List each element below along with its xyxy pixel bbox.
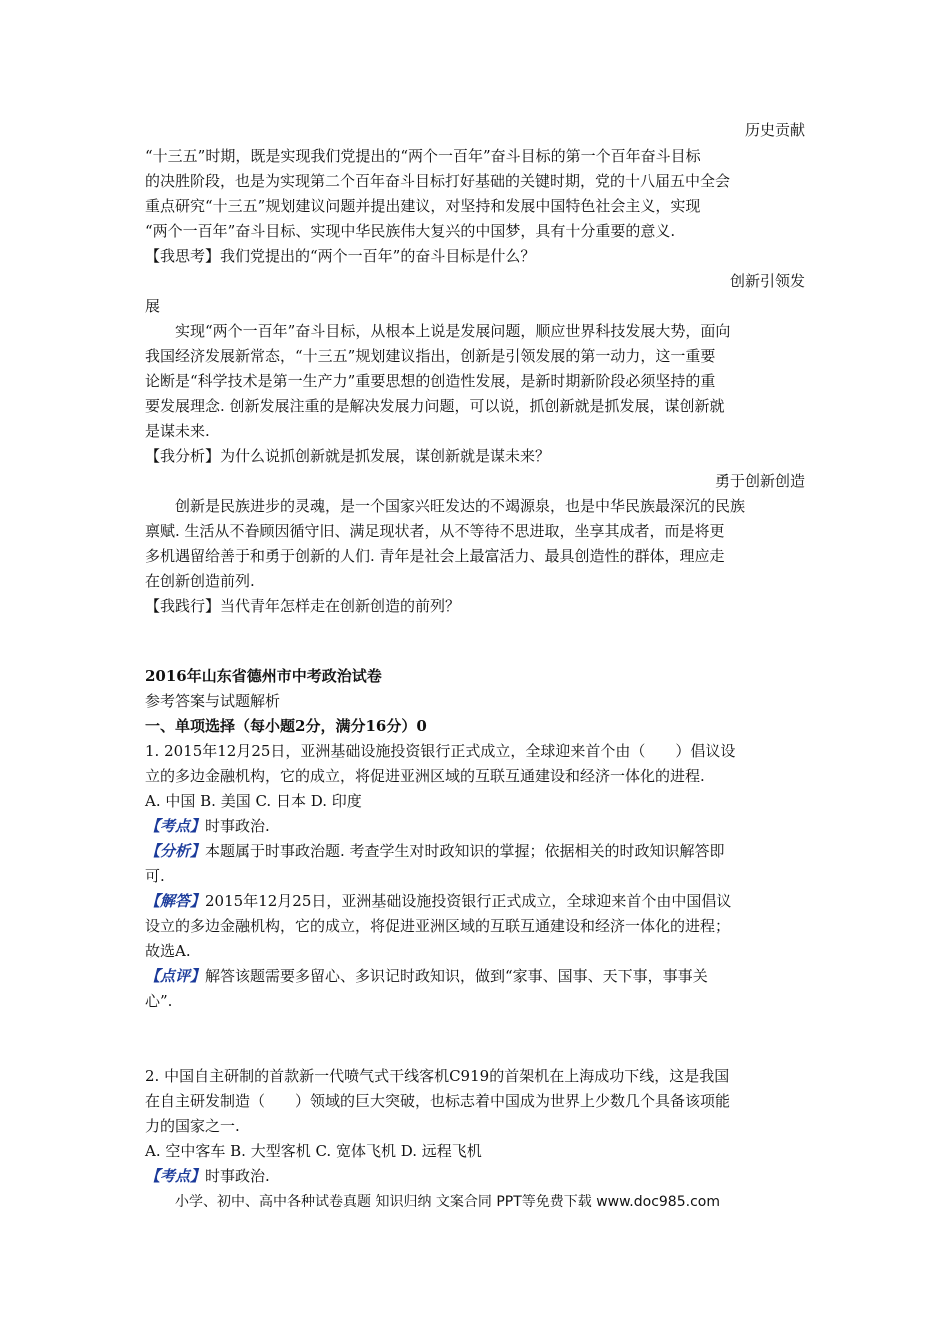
- question-1-line: 立的多边金融机构，它的成立，将促进亚洲区域的互联互通建设和经济一体化的进程.: [145, 767, 705, 785]
- q2-kaodian: [145, 1165, 270, 1187]
- question-practice: 【我践行】当代青年怎样走在创新创造的前列？: [145, 597, 461, 615]
- paragraph-line: 的决胜阶段，也是为实现第二个百年奋斗目标打好基础的关键时期，党的十八届五中全会: [145, 172, 731, 190]
- part-heading: 一、单项选择（每小题2分，满分16分）0: [145, 717, 427, 735]
- section-title-innovation-cont: 展: [145, 297, 161, 315]
- q1-kaodian: [145, 815, 270, 837]
- section-title-creation: 勇于创新创造: [714, 472, 805, 490]
- dianping-text: 解答该题需要多留心、多识记时政知识，做到“家事、国事、天下事，事事关: [205, 967, 708, 985]
- kaodian-text: 时事政治.: [205, 1167, 270, 1185]
- question-1-options: A. 中国 B. 美国 C. 日本 D. 印度: [145, 792, 362, 810]
- fenxi-text: 本题属于时事政治题. 考查学生对时政知识的掌握；依据相关的时政知识解答即: [205, 842, 725, 860]
- question-1-line: 1. 2015年12月25日，亚洲基础设施投资银行正式成立，全球迎来首个由（ ）倡议设: [145, 742, 736, 760]
- paragraph-line: “两个一百年”奋斗目标、实现中华民族伟大复兴的中国梦，具有十分重要的意义.: [145, 222, 676, 240]
- question-analyze: 【我分析】为什么说抓创新就是抓发展，谋创新就是谋未来？: [145, 447, 551, 465]
- kaodian-tag: 【考点】: [145, 817, 206, 835]
- q1-jieda-answer: 故选A.: [145, 942, 191, 960]
- question-2-line: 在自主研发制造（ ）领域的巨大突破，也标志着中国成为世界上少数几个具备该项能: [145, 1092, 731, 1110]
- kaodian-text: 时事政治.: [205, 817, 270, 835]
- paragraph-line: 多机遇留给善于和勇于创新的人们. 青年是社会上最富活力、最具创造性的群体，理应走: [145, 547, 725, 565]
- paragraph-line: 要发展理念. 创新发展注重的是解决发展力问题，可以说，抓创新就是抓发展，谋创新就: [145, 397, 725, 415]
- q1-dianping: [145, 965, 708, 987]
- question-think: 【我思考】我们党提出的“两个一百年”的奋斗目标是什么？: [145, 247, 536, 265]
- paragraph-line: 我国经济发展新常态，“十三五”规划建议指出，创新是引领发展的第一动力，这一重要: [145, 347, 716, 365]
- jieda-tag: 【解答】: [145, 892, 206, 910]
- paragraph-line: 禀赋. 生活从不眷顾因循守旧、满足现状者，从不等待不思进取，坐享其成者，而是将更: [145, 522, 725, 540]
- exam-title: 2016年山东省德州市中考政治试卷: [145, 667, 382, 685]
- paragraph-line: 重点研究“十三五”规划建议问题并提出建议，对坚持和发展中国特色社会主义，实现: [145, 197, 701, 215]
- q1-fenxi-cont: 可.: [145, 867, 165, 885]
- kaodian-tag: 【考点】: [145, 1167, 206, 1185]
- paragraph-line: 创新是民族进步的灵魂，是一个国家兴旺发达的不竭源泉，也是中华民族最深沉的民族: [175, 497, 746, 515]
- fenxi-tag: 【分析】: [145, 842, 206, 860]
- paragraph-line: “十三五”时期，既是实现我们党提出的“两个一百年”奋斗目标的第一个百年奋斗目标: [145, 147, 701, 165]
- question-2-line: 力的国家之一.: [145, 1117, 240, 1135]
- question-2-line: 2. 中国自主研制的首款新一代喷气式干线客机C919的首架机在上海成功下线，这是我国: [145, 1067, 730, 1085]
- paragraph-line: 实现“两个一百年”奋斗目标，从根本上说是发展问题，顺应世界科技发展大势，面向: [175, 322, 731, 340]
- exam-subtitle: 参考答案与试题解析: [145, 692, 281, 710]
- section-title-history: 历史贡献: [744, 121, 805, 139]
- q1-jieda-cont: 设立的多边金融机构，它的成立，将促进亚洲区域的互联互通建设和经济一体化的进程；: [145, 917, 731, 935]
- page-footer: 小学、初中、高中各种试卷真题 知识归纳 文案合同 PPT等免费下载 www.doc985.com: [175, 1194, 720, 1210]
- paragraph-line: 论断是“科学技术是第一生产力”重要思想的创造性发展，是新时期新阶段必须坚持的重: [145, 372, 716, 390]
- q1-jieda: [145, 890, 731, 912]
- q1-dianping-cont: 心”.: [145, 992, 173, 1010]
- question-2-options: A. 空中客车 B. 大型客机 C. 宽体飞机 D. 远程飞机: [145, 1142, 482, 1160]
- jieda-text: 2015年12月25日，亚洲基础设施投资银行正式成立，全球迎来首个由中国倡议: [205, 892, 732, 910]
- paragraph-line: 是谋未来.: [145, 422, 210, 440]
- q1-fenxi: [145, 840, 725, 862]
- dianping-tag: 【点评】: [145, 967, 206, 985]
- paragraph-line: 在创新创造前列.: [145, 572, 255, 590]
- section-title-innovation: 创新引领发: [729, 272, 805, 290]
